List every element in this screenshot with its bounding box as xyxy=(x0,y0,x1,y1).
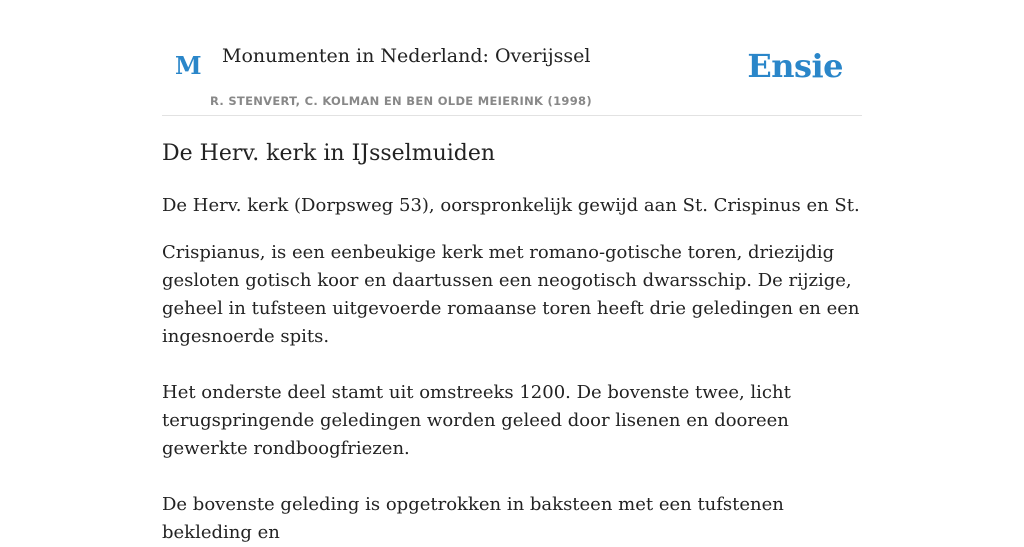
article-paragraph: Het onderste deel stamt uit omstreeks 1200. De bovenste twee, licht terugspringende geledingen worden geleed door lisenen en dooreen gewerkte rondboogfriezen. xyxy=(162,382,791,459)
book-authors: R. STENVERT, C. KOLMAN EN BEN OLDE MEIERINK (1998) xyxy=(210,94,592,108)
article-title: De Herv. kerk in IJsselmuiden xyxy=(162,141,496,166)
article xyxy=(162,138,862,547)
article-paragraph: De bovenste geleding is opgetrokken in baksteen met een tufstenen bekleding en xyxy=(162,494,784,543)
article-paragraph: De Herv. kerk (Dorpsweg 53), oorspronkelijk gewijd aan St. Crispinus en St. xyxy=(162,195,860,216)
ensie-logo-link[interactable]: Ensie xyxy=(747,47,843,85)
article-paragraph: Crispianus, is een eenbeukige kerk met romano-gotische toren, driezijdig gesloten gotisch koor en daartussen een neogotisch dwarsschip. De rijzige, geheel in tufsteen uitgevoerde romaanse toren heeft drie geledingen en een ingesnoerde spits. xyxy=(162,242,860,347)
book-logo-icon[interactable]: M xyxy=(175,51,202,80)
site-header xyxy=(162,0,862,116)
book-title-link[interactable]: Monumenten in Nederland: Overijssel xyxy=(222,45,591,67)
